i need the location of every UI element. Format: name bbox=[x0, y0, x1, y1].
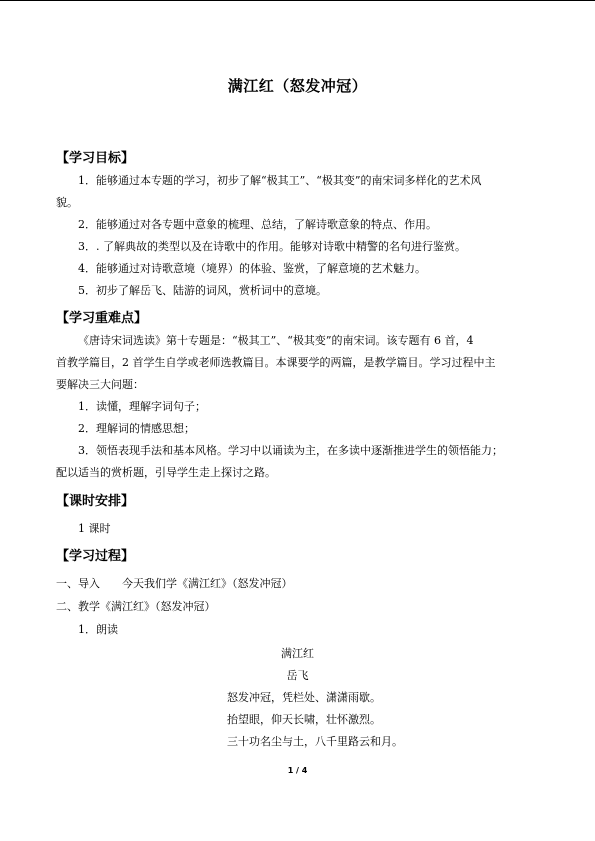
poem-line-1: 怒发冲冠，凭栏处、潇潇雨歇。 bbox=[227, 691, 381, 704]
process-line-teach: 二、教学《满江红》（怒发冲冠） bbox=[56, 600, 216, 613]
poem-line-2: 抬望眼，仰天长啸，壮怀激烈。 bbox=[227, 713, 381, 726]
key-points-line-2: 首教学篇目，2 首学生自学或老师选教篇目。本课要学的两篇，是教学篇目。学习过程中主 bbox=[56, 356, 496, 369]
key-points-line-3: 要解决三大问题： bbox=[56, 378, 144, 391]
document-title: 满江红（怒发冲冠） bbox=[227, 77, 368, 95]
goal-item-5: 5．初步了解岳飞、陆游的词风，赏析词中的意境。 bbox=[78, 284, 327, 297]
goal-item-3: 3．. 了解典故的类型以及在诗歌中的作用。能够对诗歌中精警的名句进行鉴赏。 bbox=[78, 240, 466, 253]
goal-item-1: 1．能够通过本专题的学习，初步了解“极其工”、“极其变”的南宋词多样化的艺术风 bbox=[78, 174, 482, 187]
key-points-item-2: 2．理解词的情感思想； bbox=[78, 422, 195, 435]
key-points-item-3-cont: 配以适当的赏析题，引导学生走上探讨之路。 bbox=[56, 466, 276, 479]
page-number: 1 / 4 bbox=[287, 766, 308, 775]
goal-item-4: 4．能够通过对诗歌意境（境界）的体验、鉴赏，了解意境的艺术魅力。 bbox=[78, 262, 426, 275]
heading-process: 【学习过程】 bbox=[56, 549, 135, 564]
heading-key-points: 【学习重难点】 bbox=[56, 311, 148, 326]
process-line-read: 1．朗读 bbox=[78, 623, 118, 636]
top-rule bbox=[0, 0, 595, 1]
heading-learning-goals: 【学习目标】 bbox=[56, 151, 135, 166]
schedule-text: 1 课时 bbox=[78, 522, 111, 535]
key-points-item-1: 1．读懂，理解字词句子； bbox=[78, 400, 206, 413]
poem-author: 岳飞 bbox=[286, 669, 309, 682]
goal-item-2: 2．能够通过对各专题中意象的梳理、总结，了解诗歌意象的特点、作用。 bbox=[78, 218, 437, 231]
heading-schedule: 【课时安排】 bbox=[56, 494, 135, 509]
poem-title: 满江红 bbox=[281, 647, 314, 660]
process-line-intro: 一、导入 今天我们学《满江红》（怒发冲冠） bbox=[56, 577, 293, 590]
key-points-item-3: 3．领悟表现手法和基本风格。学习中以诵读为主，在多读中逐渐推进学生的领悟能力； bbox=[78, 444, 503, 457]
key-points-line-1: 《唐诗宋词选读》第十专题是：“极其工”、“极其变”的南宋词。该专题有 6 首，4 bbox=[78, 334, 474, 347]
poem-line-3: 三十功名尘与土，八千里路云和月。 bbox=[227, 735, 403, 748]
goal-item-1-cont: 貌。 bbox=[56, 196, 78, 209]
